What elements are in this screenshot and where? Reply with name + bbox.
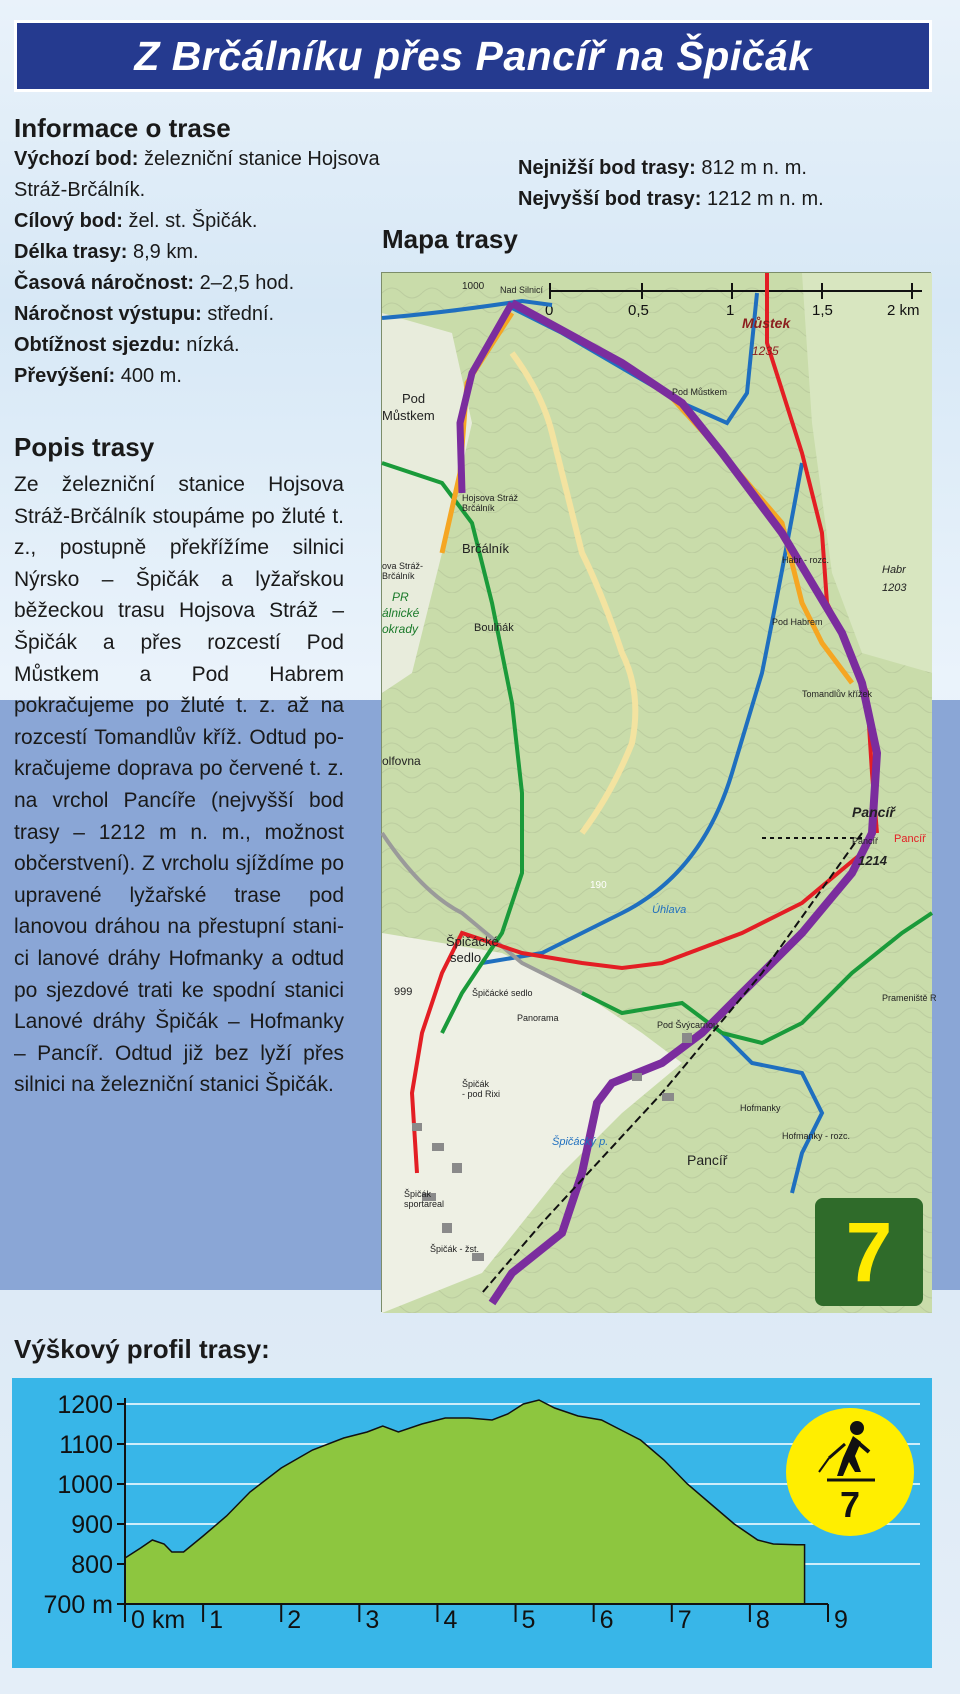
end-value: žel. st. Špičák. bbox=[122, 210, 258, 232]
time-value: 2–2,5 hod. bbox=[194, 272, 295, 294]
label-pancir-small: Pancíř bbox=[852, 836, 879, 846]
route-info bbox=[14, 113, 384, 392]
x-tick-label-8: 8 bbox=[755, 1606, 770, 1634]
title-bar bbox=[14, 20, 932, 92]
y-tick-label-5: 1200 bbox=[57, 1391, 113, 1419]
label-spicacke: Špičácké bbox=[446, 934, 499, 949]
label-nad-silnici: Nad Silnicí bbox=[500, 285, 544, 295]
label-spicacke-sedlo: Špičácké sedlo bbox=[472, 988, 533, 998]
elev-value: 400 m. bbox=[115, 365, 182, 387]
end-label: Cílový bod: bbox=[14, 210, 123, 232]
length-value: 8,9 km. bbox=[127, 241, 199, 263]
map-svg bbox=[382, 273, 937, 1313]
ski-badge-number: 7 bbox=[839, 1484, 861, 1525]
label-mustek: Můstek bbox=[742, 315, 791, 331]
label-pod-habrem: Pod Habrem bbox=[772, 617, 823, 627]
x-tick-label-7: 7 bbox=[677, 1606, 692, 1634]
label-habr-elev: 1203 bbox=[882, 582, 907, 594]
highest-point bbox=[518, 184, 938, 215]
scale-label-2: 2 km bbox=[887, 302, 920, 319]
route-number-badge bbox=[815, 1198, 923, 1306]
label-pramenište: Prameniště R bbox=[882, 993, 937, 1003]
label-tomandluv: Tomandlův křížek bbox=[802, 689, 873, 699]
scale-label-15: 1,5 bbox=[812, 302, 833, 319]
x-tick-label-0: 0 km bbox=[131, 1606, 186, 1634]
route-description bbox=[14, 432, 344, 1101]
label-hojsova-straz: ova Stráž- bbox=[382, 561, 424, 571]
label-pr: PR bbox=[392, 590, 409, 604]
profile-heading: Výškový profil trasy: bbox=[14, 1334, 270, 1364]
label-pancir-hut: Pancíř bbox=[894, 833, 926, 845]
route-time bbox=[14, 268, 384, 299]
label-spicak-sport-2: sportareal bbox=[404, 1199, 445, 1209]
lowest-value: 812 m n. m. bbox=[695, 157, 807, 179]
skier-icon bbox=[815, 1418, 885, 1488]
start-value: železniční stanice Hojsova Stráž-Brčálník. bbox=[14, 148, 380, 201]
route-map bbox=[381, 272, 937, 1312]
start-label: Výchozí bod: bbox=[14, 148, 139, 170]
label-road: 190 bbox=[590, 880, 607, 891]
label-hojsova-straz-2: Brčálník bbox=[382, 571, 415, 581]
label-1000: 1000 bbox=[462, 281, 485, 292]
label-spicak-sport: Špičák bbox=[404, 1189, 432, 1199]
label-spicak-rixi: Špičák bbox=[462, 1079, 490, 1089]
highest-label: Nejvyšší bod trasy: bbox=[518, 188, 702, 210]
y-tick-label-4: 1100 bbox=[59, 1431, 113, 1459]
x-tick-label-6: 6 bbox=[599, 1606, 614, 1634]
label-pancir: Pancíř bbox=[852, 804, 895, 820]
description-heading: Popis trasy bbox=[14, 432, 155, 462]
descent-difficulty bbox=[14, 330, 384, 361]
label-spicacke-2: sedlo bbox=[450, 950, 482, 965]
description-text: Ze železniční stanice Hojsova Stráž-Brčálník stoupáme po žluté t. z., postupně překřížíme silnici Nýrsko – Špičák a lyžařskou běžeckou trasu Hojsova Stráž – Špičák a přes rozcestí Pod Můstkem a Pod Habrem pokračujeme po žluté t. z. až na rozcestí Tomandlův kříž. Odtud pokračujeme doprava po červené t. z. na vrchol Pancíře (nejvyšší bod trasy – 1212 m n. m., možnost občerstvení). Z vrcholu sjíždíme po upravené lyžařské trase pod lanovou dráhou na přestupní stanici lanové dráhy Hofmanky a odtud po sjezdové trati ke spodní stanici Lanové dráhy Špičák – Hofmanky – Pancíř. Odtud již bez lyží přes silnici na železniční stanici Špičák. bbox=[14, 473, 344, 1097]
length-label: Délka trasy: bbox=[14, 241, 128, 263]
label-olfovna: olfovna bbox=[382, 754, 421, 768]
label-boulnak: Boulňák bbox=[474, 622, 514, 634]
map-heading: Mapa trasy bbox=[382, 224, 518, 254]
lowest-label: Nejnižší bod trasy: bbox=[518, 157, 696, 179]
route-info-heading: Informace o trase bbox=[14, 113, 231, 143]
route-extremes bbox=[518, 153, 938, 215]
label-spicak-zst: Špičák - žst. bbox=[430, 1244, 480, 1254]
label-mustkem: Můstkem bbox=[382, 408, 435, 423]
elevation-area bbox=[125, 1400, 805, 1604]
descent-value: nízká. bbox=[180, 334, 240, 356]
scale-label-0: 0 bbox=[545, 302, 554, 319]
label-pr-3: okrady bbox=[382, 622, 419, 636]
x-tick-label-2: 2 bbox=[287, 1606, 302, 1634]
y-tick-label-3: 1000 bbox=[57, 1471, 113, 1499]
profile-chart bbox=[12, 1378, 932, 1668]
label-brcalnik: Brčálník bbox=[462, 541, 509, 556]
elevation-gain bbox=[14, 361, 384, 392]
label-pancir-elev: 1214 bbox=[858, 853, 887, 868]
climb-value: střední. bbox=[201, 303, 275, 325]
label-pancir-village: Pancíř bbox=[687, 1152, 728, 1168]
climb-label: Náročnost výstupu: bbox=[14, 303, 202, 325]
x-tick-label-4: 4 bbox=[443, 1606, 458, 1634]
label-hojsova-2: Brčálník bbox=[462, 503, 495, 513]
label-pod-mustkem-hut: Pod Můstkem bbox=[672, 387, 728, 397]
label-pod-svycarnou: Pod Švýcarnou bbox=[657, 1020, 719, 1030]
x-tick-label-3: 3 bbox=[365, 1606, 380, 1634]
x-tick-label-9: 9 bbox=[834, 1606, 848, 1634]
scale-label-05: 0,5 bbox=[628, 302, 649, 319]
label-panorama: Panorama bbox=[517, 1013, 559, 1023]
climb-difficulty bbox=[14, 299, 384, 330]
y-tick-label-0: 700 m bbox=[43, 1591, 113, 1619]
label-spicak-rixi-2: - pod Rixi bbox=[462, 1089, 501, 1099]
label-pr-2: álnické bbox=[382, 606, 420, 620]
label-spicak-p: Špičácký p. bbox=[552, 1136, 609, 1148]
ski-badge bbox=[786, 1408, 914, 1536]
label-pod: Pod bbox=[402, 391, 426, 406]
label-uhlava: Úhlava bbox=[652, 904, 687, 916]
label-habr: Habr bbox=[882, 564, 906, 576]
label-hofmanky-rozc: Hofmanky - rozc. bbox=[782, 1131, 851, 1141]
highest-value: 1212 m n. m. bbox=[701, 188, 824, 210]
route-number: 7 bbox=[845, 1204, 893, 1299]
x-tick-label-5: 5 bbox=[521, 1606, 536, 1634]
label-mustek-elev: 1235 bbox=[752, 344, 779, 358]
y-tick-label-1: 800 bbox=[71, 1551, 113, 1579]
elev-label: Převýšení: bbox=[14, 365, 116, 387]
page-title: Z Brčálníku přes Pancíř na Špičák bbox=[134, 32, 812, 79]
route-length bbox=[14, 237, 384, 268]
start-point bbox=[14, 144, 384, 206]
lowest-point bbox=[518, 153, 938, 184]
end-point bbox=[14, 206, 384, 237]
label-999: 999 bbox=[394, 986, 413, 998]
label-hofmanky: Hofmanky bbox=[740, 1103, 781, 1113]
time-label: Časová náročnost: bbox=[14, 272, 195, 294]
y-tick-label-2: 900 bbox=[71, 1511, 113, 1539]
x-tick-label-1: 1 bbox=[209, 1606, 224, 1634]
label-hojsova: Hojsova Stráž bbox=[462, 493, 519, 503]
label-habr-rozc: Habr - rozc. bbox=[782, 555, 830, 565]
scale-label-1: 1 bbox=[726, 302, 735, 319]
elevation-profile bbox=[12, 1378, 932, 1668]
descent-label: Obtížnost sjezdu: bbox=[14, 334, 181, 356]
